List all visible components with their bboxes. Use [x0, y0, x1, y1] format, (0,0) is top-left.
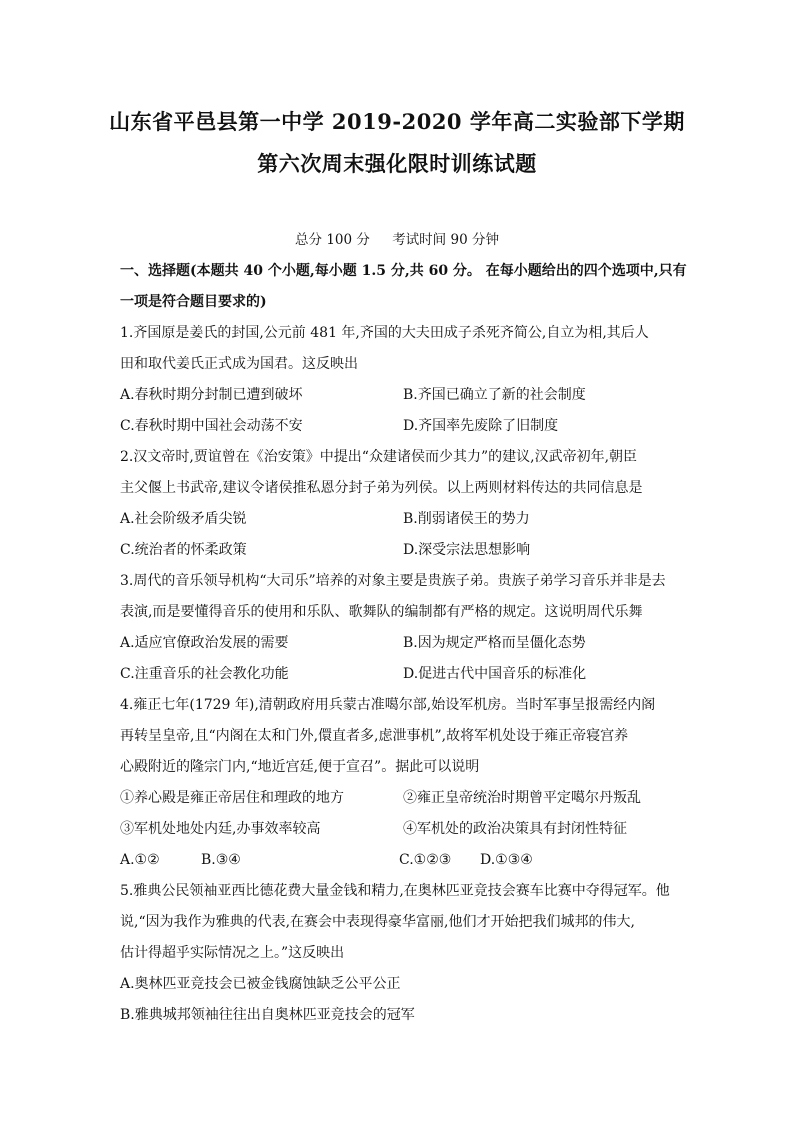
- q3-option-c: C.注重音乐的社会教化功能: [120, 666, 289, 682]
- q4-option-c: C.①②③: [399, 852, 452, 868]
- question-2-options-row2: [120, 535, 680, 566]
- exam-time: 考试时间 90 分钟: [392, 232, 499, 248]
- q3-option-a: A.适应官僚政治发展的需要: [120, 635, 289, 651]
- question-3-stem-cont: 表演,而是要懂得音乐的使用和乐队、歌舞队的编制都有严格的规定。这说明周代乐舞: [120, 604, 643, 620]
- question-3-options-row2: [120, 659, 680, 690]
- question-1-options-row2: [120, 411, 680, 442]
- question-5-stem-cont: 说,“因为我作为雅典的代表,在赛会中表现得豪华富丽,他们才开始把我们城邦的伟大,: [120, 914, 635, 930]
- q2-option-d: D.深受宗法思想影响: [403, 542, 531, 558]
- section-heading: 一、选择题(本题共 40 个小题,每小题 1.5 分,共 60 分。 在每小题给出的四个选项中,只有: [120, 263, 687, 279]
- q4-statement-3: ③军机处地处内廷,办事效率较高: [120, 821, 321, 837]
- question-2-stem-cont: 主父偃上书武帝,建议令诸侯推私恩分封子弟为列侯。以上两则材料传达的共同信息是: [120, 480, 643, 496]
- question-1-options-row1: [120, 380, 680, 411]
- question-3-stem: 3.周代的音乐领导机构“大司乐”培养的对象主要是贵族子弟。贵族子弟学习音乐并非是去: [120, 573, 666, 589]
- question-1-stem: 1.齐国原是姜氏的封国,公元前 481 年,齐国的大夫田成子杀死齐简公,自立为相,其后人: [120, 325, 649, 341]
- q4-statement-2: ②雍正皇帝统治时期曾平定噶尔丹叛乱: [403, 790, 641, 806]
- q1-option-c: C.春秋时期中国社会动荡不安: [120, 418, 303, 434]
- question-2-stem: 2.汉文帝时,贾谊曾在《治安策》中提出“众建诸侯而少其力”的建议,汉武帝初年,朝臣: [120, 449, 638, 465]
- question-3-options-row1: [120, 628, 680, 659]
- question-5-stem-cont2: 估计得超乎实际情况之上。”这反映出: [120, 945, 345, 961]
- question-1-stem-cont: 田和取代姜氏正式成为国君。这反映出: [120, 356, 358, 372]
- q3-option-b: B.因为规定严格而呈僵化态势: [403, 635, 586, 651]
- q4-option-b: B.③④: [201, 852, 241, 868]
- question-4-statements-row2: [120, 814, 680, 845]
- q2-option-b: B.削弱诸侯王的势力: [403, 511, 530, 527]
- total-score: 总分 100 分: [295, 232, 370, 248]
- question-2-options-row1: [120, 504, 680, 535]
- exam-meta: [0, 228, 794, 248]
- question-4-options: [120, 845, 680, 876]
- question-4-stem-cont: 再转呈皇帝,且“内阁在太和门外,儇直者多,虑泄事机”,故将军机处设于雍正帝寝宫养: [120, 728, 629, 744]
- section-heading-cont: 一项是符合题目要求的): [120, 294, 267, 310]
- question-4-stem-cont2: 心殿附近的隆宗门内,“地近宫廷,便于宣召”。据此可以说明: [120, 759, 480, 775]
- q2-option-a: A.社会阶级矛盾尖锐: [120, 511, 247, 527]
- question-4-stem: 4.雍正七年(1729 年),清朝政府用兵蒙古准噶尔部,始设军机房。当时军事呈报需经内阁: [120, 697, 656, 713]
- question-5-stem: 5.雅典公民领袖亚西比德花费大量金钱和精力,在奥林匹亚竞技会赛车比赛中夺得冠军。他: [120, 883, 670, 899]
- q4-statement-1: ①养心殿是雍正帝居住和理政的地方: [120, 790, 344, 806]
- exam-title-line1: 山东省平邑县第一中学 2019-2020 学年高二实验部下学期: [109, 109, 685, 134]
- q4-option-d: D.①③④: [480, 852, 533, 868]
- q1-option-a: A.春秋时期分封制已遭到破坏: [120, 387, 303, 403]
- q1-option-d: D.齐国率先废除了旧制度: [403, 418, 559, 434]
- q4-option-a: A.①②: [120, 852, 160, 868]
- q5-option-b: B.雅典城邦领袖往往出自奥林匹亚竞技会的冠军: [120, 1007, 415, 1023]
- q4-statement-4: ④军机处的政治决策具有封闭性特征: [403, 821, 627, 837]
- q3-option-d: D.促进古代中国音乐的标准化: [403, 666, 587, 682]
- question-4-statements-row1: [120, 783, 680, 814]
- q5-option-a: A.奥林匹亚竞技会已被金钱腐蚀缺乏公平公正: [120, 976, 401, 992]
- exam-title-line2: 第六次周末强化限时训练试题: [257, 151, 537, 176]
- q1-option-b: B.齐国已确立了新的社会制度: [403, 387, 586, 403]
- exam-content: [120, 256, 687, 1031]
- q2-option-c: C.统治者的怀柔政策: [120, 542, 247, 558]
